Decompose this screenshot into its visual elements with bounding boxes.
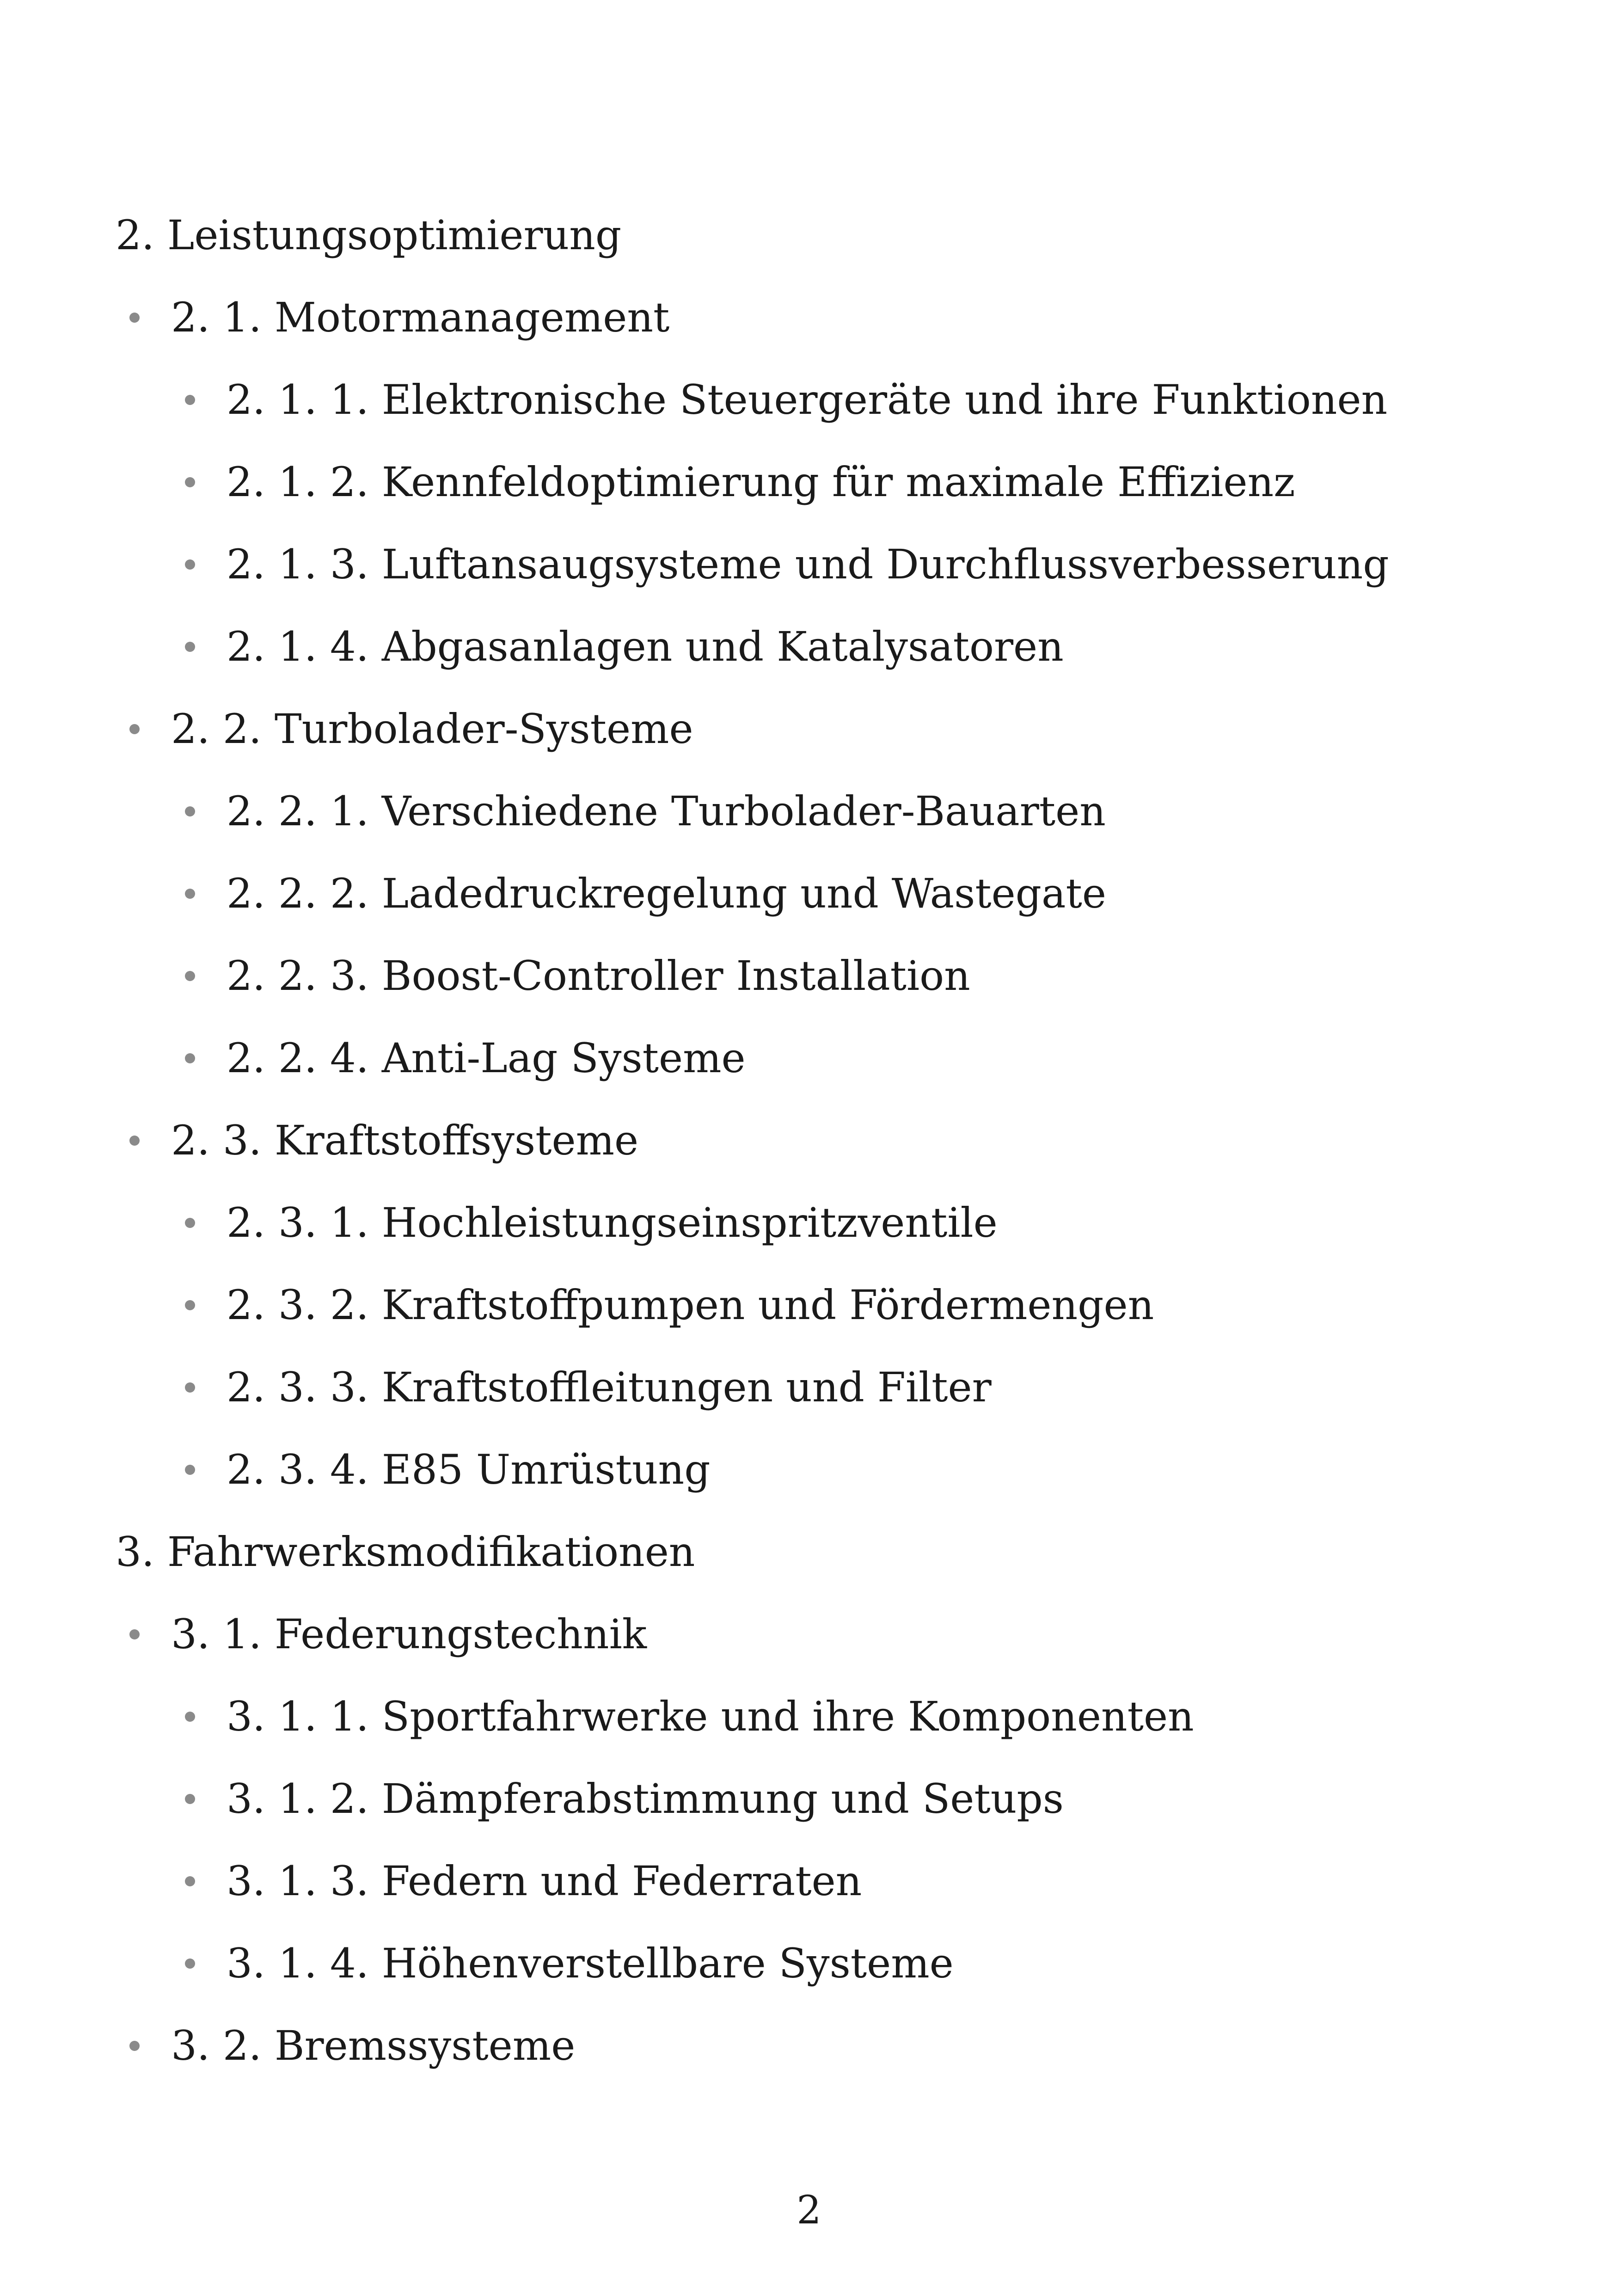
bullet-icon [185,1382,195,1393]
toc-entry-text: 2. 3. 1. Hochleistungseinspritzventile [227,1199,998,1246]
toc-entry [116,1511,1502,1593]
bullet-icon [185,971,195,981]
toc-entry-text: 2. 1. 4. Abgasanlagen und Katalysatoren [227,623,1064,670]
toc-entry [116,1429,1502,1511]
toc-entry-text: 2. 2. 4. Anti-Lag Systeme [227,1034,746,1082]
toc-entry [116,1346,1502,1429]
toc-entry [116,1017,1502,1099]
toc-entry-text: 3. 1. 1. Sportfahrwerke und ihre Komponenten [227,1693,1194,1740]
bullet-icon [185,1053,195,1063]
table-of-contents [116,194,1502,2087]
toc-entry [116,1840,1502,1922]
toc-entry-text: 2. 1. 1. Elektronische Steuergeräte und ihre Funktionen [227,376,1388,424]
toc-entry [116,1922,1502,2005]
toc-entry-text: 2. 2. 2. Ladedruckregelung und Wastegate [227,870,1106,917]
toc-entry-text: 2. Leistungsoptimierung [116,211,622,259]
bullet-icon [129,724,140,734]
toc-entry-text: 3. 1. Federungstechnik [171,1610,647,1658]
toc-entry-text: 2. 3. 2. Kraftstoffpumpen und Fördermengen [227,1281,1154,1329]
bullet-icon [185,642,195,652]
toc-entry-text: 3. Fahrwerksmodifikationen [116,1528,695,1576]
bullet-icon [129,313,140,323]
toc-entry-text: 2. 3. 4. E85 Umrüstung [227,1446,711,1493]
bullet-icon [129,1629,140,1639]
toc-entry-text: 2. 3. Kraftstoffsysteme [171,1117,639,1164]
toc-entry [116,853,1502,935]
toc-entry [116,1099,1502,1182]
toc-entry-text: 2. 1. 2. Kennfeldoptimierung für maximale Effizienz [227,458,1295,506]
toc-entry [116,1264,1502,1346]
bullet-icon [185,1300,195,1310]
bullet-icon [185,1794,195,1804]
bullet-icon [185,559,195,570]
toc-entry-text: 2. 2. 1. Verschiedene Turbolader-Bauarten [227,787,1106,835]
bullet-icon [185,477,195,487]
toc-entry [116,770,1502,853]
toc-entry-text: 3. 1. 4. Höhenverstellbare Systeme [227,1940,954,1987]
toc-entry [116,1182,1502,1264]
bullet-icon [185,889,195,899]
bullet-icon [129,1136,140,1146]
toc-entry-text: 3. 2. Bremssysteme [171,2022,576,2069]
toc-entry [116,1593,1502,1676]
toc-entry-text: 2. 1. Motormanagement [171,294,670,341]
bullet-icon [185,1958,195,1969]
toc-entry-text: 2. 2. Turbolader-Systeme [171,705,693,753]
bullet-icon [185,1876,195,1886]
toc-entry-text: 3. 1. 3. Federn und Federraten [227,1857,862,1905]
toc-entry [116,2005,1502,2087]
toc-entry-text: 2. 1. 3. Luftansaugsysteme und Durchflussverbesserung [227,540,1389,588]
page-number: 2 [797,2187,821,2233]
toc-entry-text: 2. 3. 3. Kraftstoffleitungen und Filter [227,1363,992,1411]
toc-entry [116,1676,1502,1758]
toc-entry [116,606,1502,688]
toc-entry [116,1758,1502,1840]
toc-entry [116,194,1502,276]
toc-entry-text: 3. 1. 2. Dämpferabstimmung und Setups [227,1775,1064,1823]
bullet-icon [185,1218,195,1228]
toc-entry [116,688,1502,770]
toc-entry [116,523,1502,606]
toc-entry [116,441,1502,523]
bullet-icon [185,395,195,405]
toc-entry [116,935,1502,1017]
toc-entry [116,359,1502,441]
bullet-icon [185,806,195,816]
bullet-icon [185,1465,195,1475]
bullet-icon [129,2041,140,2051]
bullet-icon [185,1712,195,1722]
toc-entry-text: 2. 2. 3. Boost-Controller Installation [227,952,970,1000]
toc-entry [116,276,1502,359]
